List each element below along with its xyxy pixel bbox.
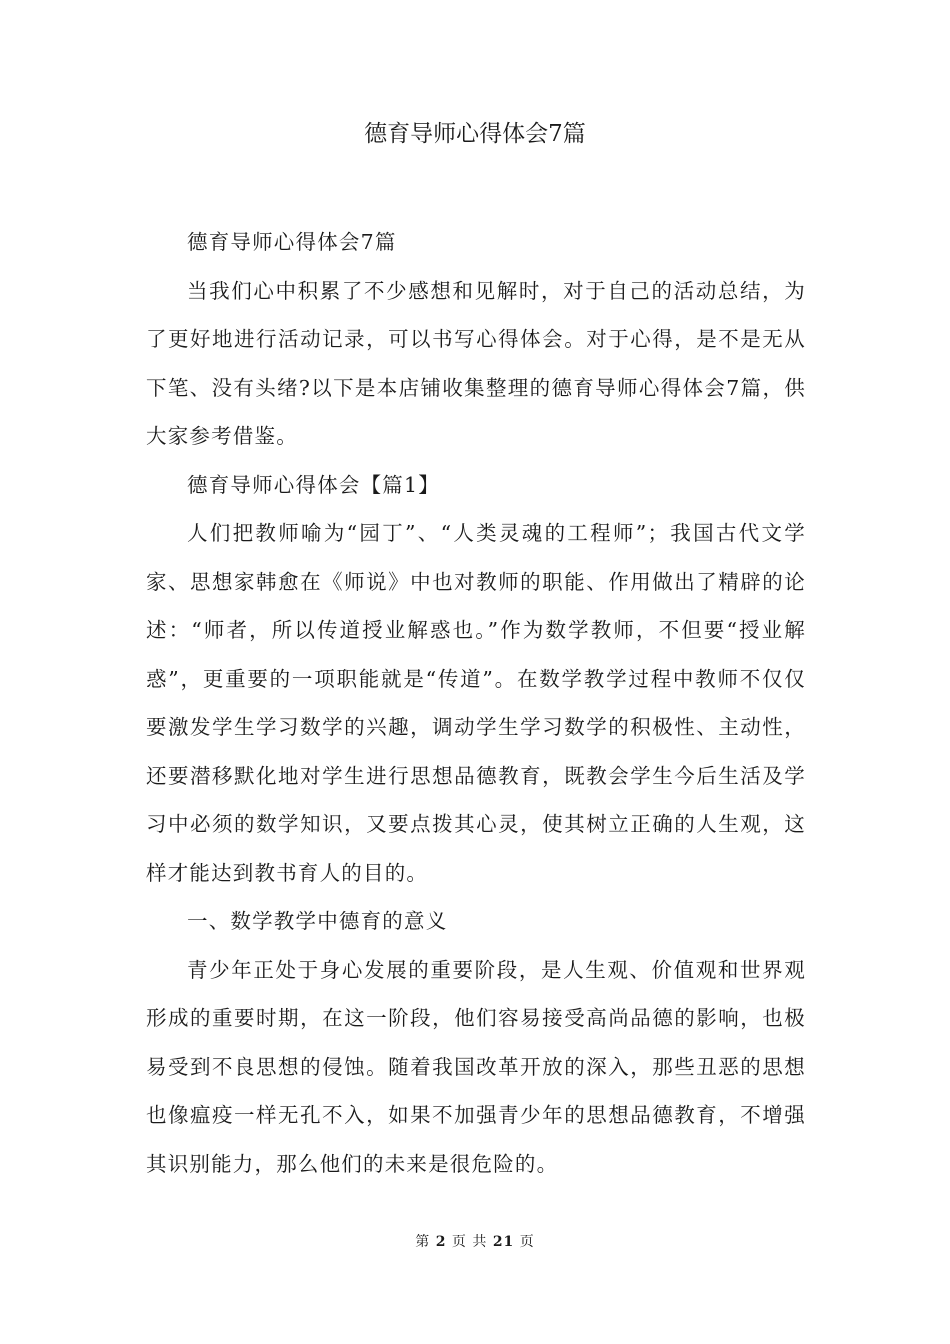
footer-total-pages: 21 <box>492 1234 515 1250</box>
paragraph-youth: 青少年正处于身心发展的重要阶段，是人生观、价值观和世界观形成的重要时期，在这一阶段，他们容易接受高尚品德的影响，也极易受到不良思想的侵蚀。随着我国改革开放的深入，那些丑恶的思想也像瘟疫一样无孔不入，如果不加强青少年的思想品德教育，不增强其识别能力，那么他们的未来是很危险的。 <box>146 957 806 1176</box>
section-heading-part-1: 德育导师心得体会【篇1】 <box>187 472 440 497</box>
document-body <box>146 218 806 1188</box>
footer-prefix: 第 <box>415 1234 431 1250</box>
section-heading-significance: 一、数学教学中德育的意义 <box>187 909 448 933</box>
footer-suffix: 页 <box>519 1234 535 1250</box>
paragraph-teacher-role: 人们把教师喻为“园丁”、“人类灵魂的工程师”；我国古代文学家、思想家韩愈在《师说》中也对教师的职能、作用做出了精辟的论述：“师者，所以传道授业解惑也。”作为数学教师，不但要“授业解惑”，更重要的一项职能就是“传道”。在数学教学过程中教师不仅仅要激发学生学习数学的兴趣，调动学生学习数学的积极性、主动性，还要潜移默化地对学生进行思想品德教育，既教会学生今后生活及学习中必须的数学知识，又要点拨其心灵，使其树立正确的人生观，这样才能达到教书育人的目的。 <box>146 521 806 885</box>
paragraph-intro: 当我们心中积累了不少感想和见解时，对于自己的活动总结，为了更好地进行活动记录，可以书写心得体会。对于心得，是不是无从下笔、没有头绪?以下是本店铺收集整理的德育导师心得体会7篇，供大家参考借鉴。 <box>146 278 806 448</box>
page-footer <box>0 1232 950 1252</box>
footer-current-page: 2 <box>435 1234 447 1250</box>
paragraph-subtitle: 德育导师心得体会7篇 <box>187 230 397 254</box>
footer-middle: 页 共 <box>451 1234 488 1250</box>
document-title: 德育导师心得体会7篇 <box>364 121 586 147</box>
